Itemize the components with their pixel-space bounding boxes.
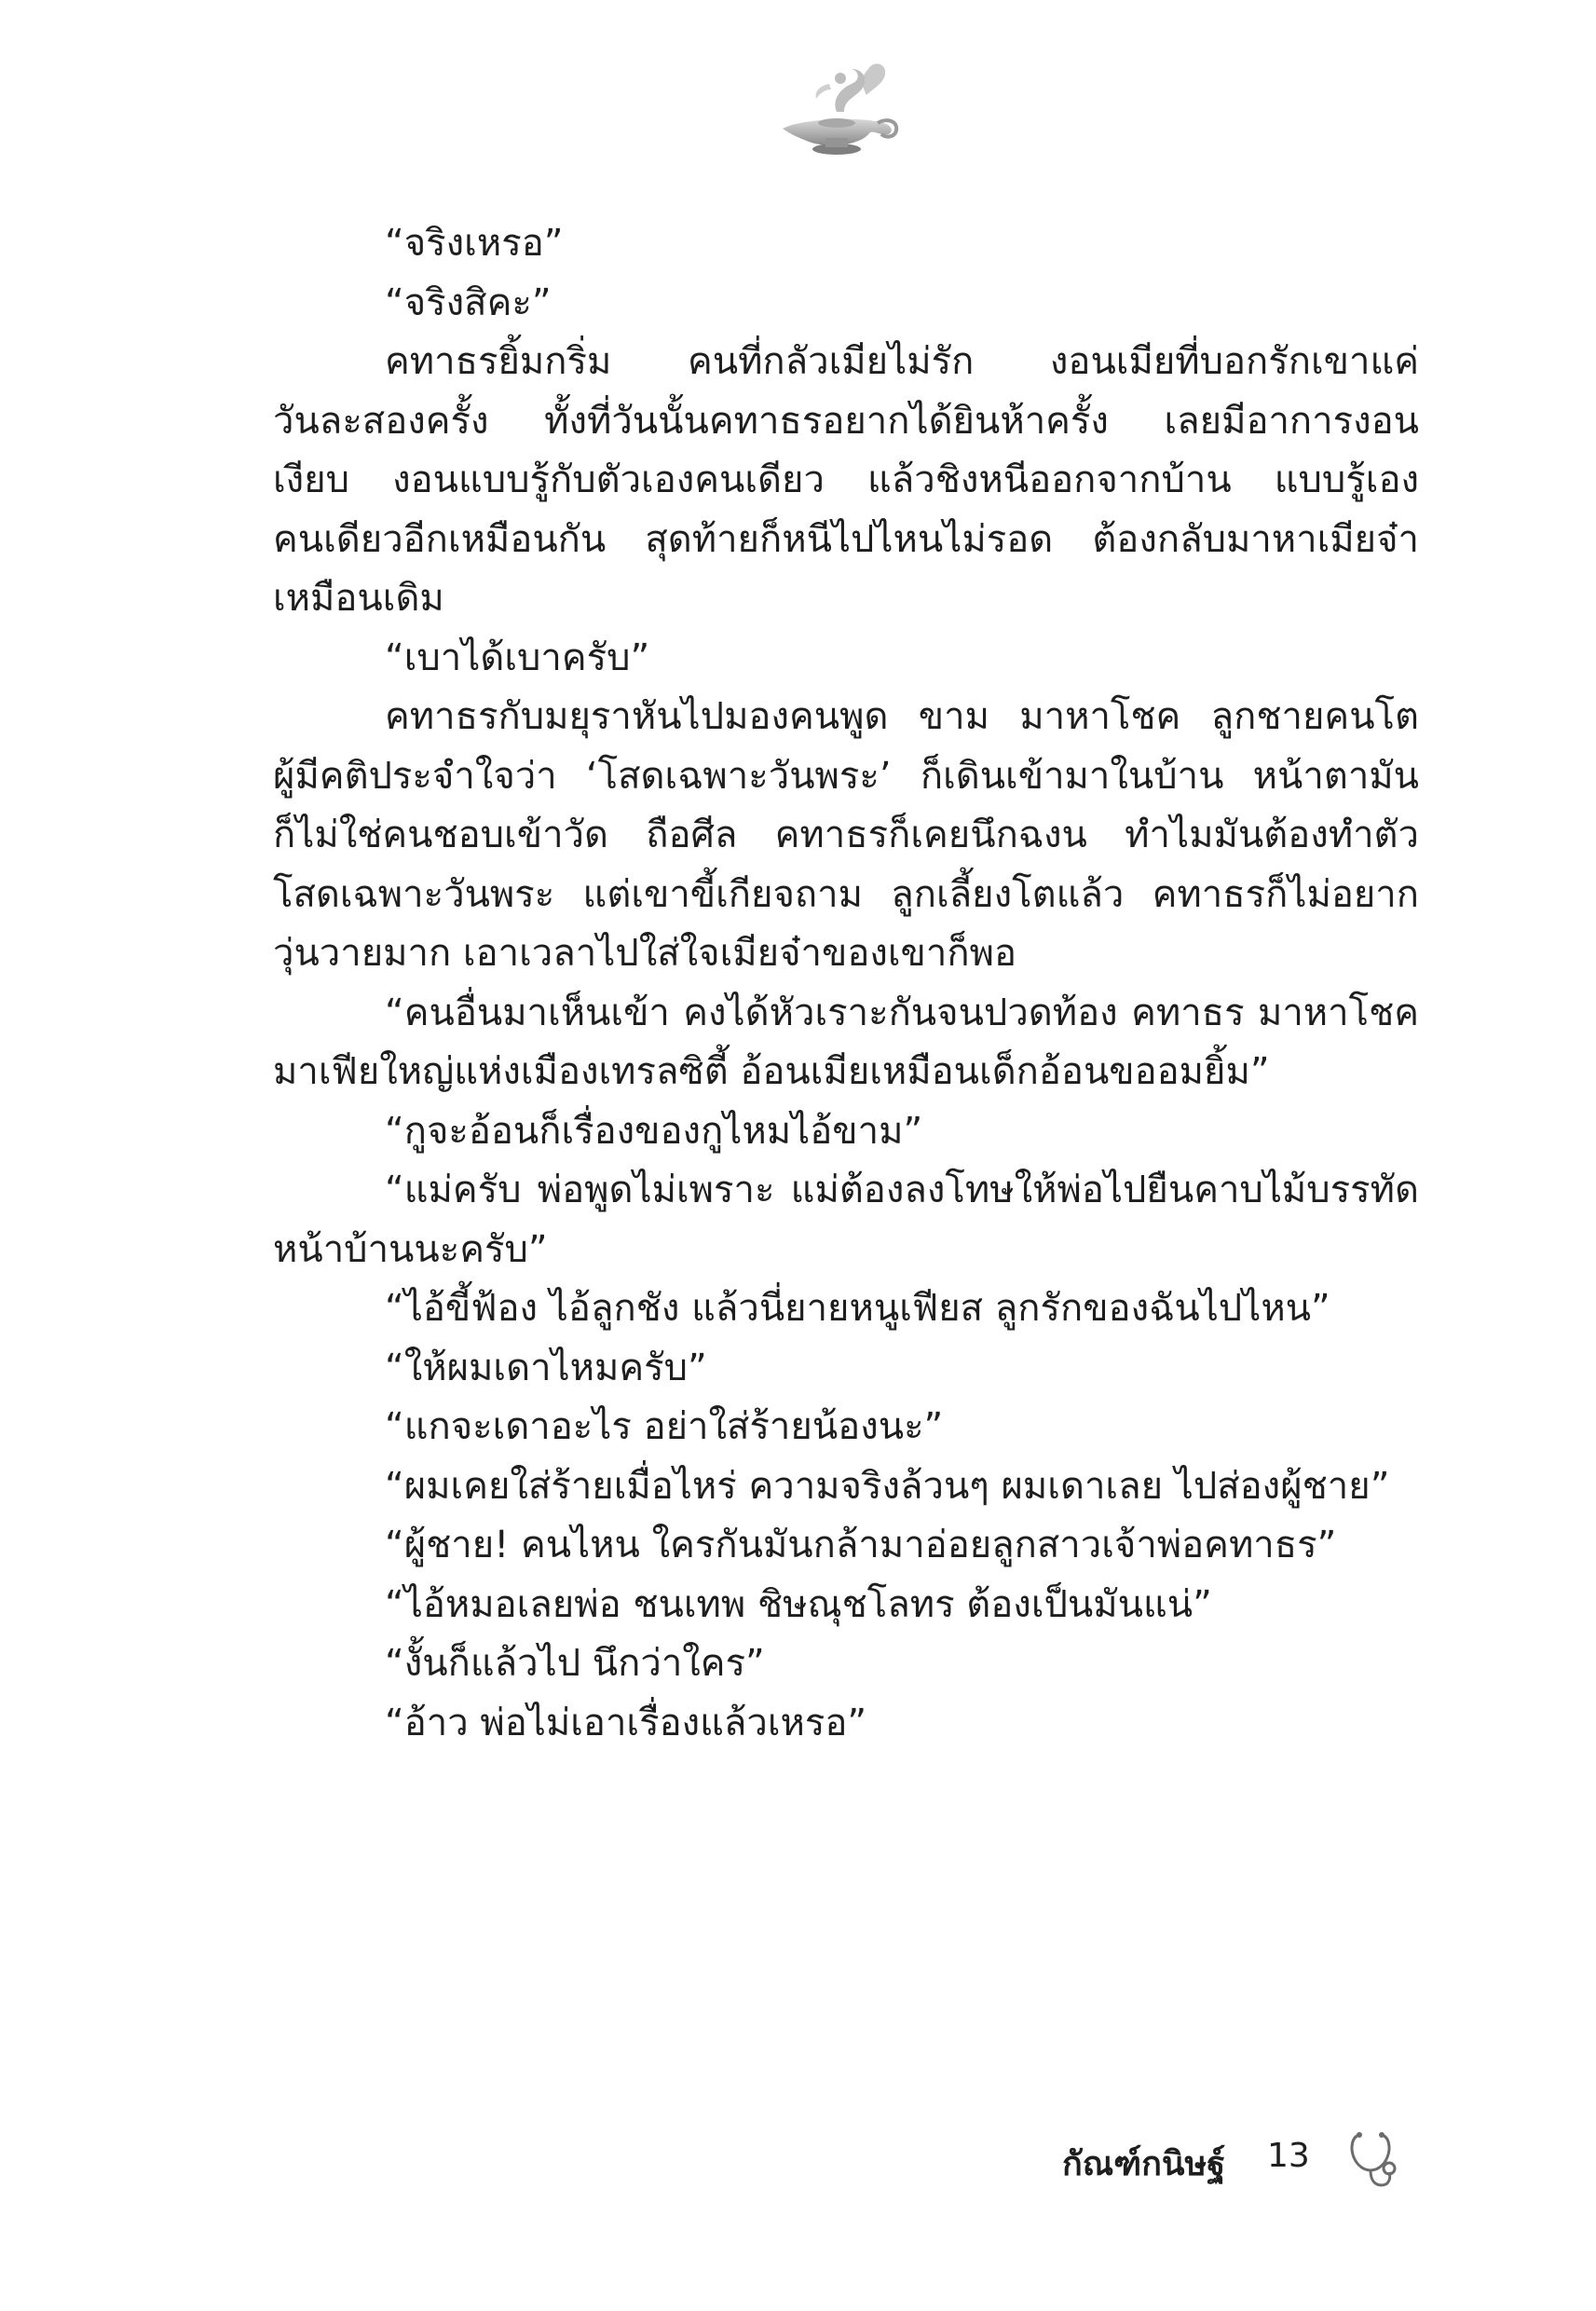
text-line: เหมือนเดิม — [273, 577, 444, 620]
text-line: เงียบ งอนแบบรู้กับตัวเองคนเดียว แล้วชิงหนีออกจากบ้าน แบบรู้เอง — [273, 458, 1419, 501]
text-line: ผู้มีคติประจำใจว่า ‘โสดเฉพาะวันพระ’ ก็เดินเข้ามาในบ้าน หน้าตามัน — [273, 754, 1419, 798]
page-footer — [1062, 2129, 1416, 2204]
dialog-paragraph — [273, 1516, 1419, 1576]
text-line: “ไอ้หมอเลยพ่อ ชนเทพ ชิษณุชโลทร ต้องเป็นมันแน่” — [385, 1582, 1212, 1626]
dialog-paragraph — [273, 274, 1419, 334]
narration-paragraph — [273, 688, 1419, 984]
dialog-paragraph — [273, 1576, 1419, 1635]
text-line: “งั้นก็แล้วไป นึกว่าใคร” — [385, 1642, 765, 1685]
dialog-paragraph — [273, 1102, 1419, 1162]
text-line: “ไอ้ขี้ฟ้อง ไอ้ลูกชัง แล้วนี่ยายหนูเฟียส ลูกรักของฉันไปไหน” — [385, 1287, 1330, 1330]
text-line: “จริงเหรอ” — [385, 222, 564, 265]
text-line: ก็ไม่ใช่คนชอบเข้าวัด ถือศีล คทาธรก็เคยนึกฉงน ทำไมมันต้องทำตัว — [273, 814, 1419, 856]
text-line: วุ่นวายมาก เอาเวลาไปใส่ใจเมียจ๋าของเขาก็พอ — [273, 932, 1016, 975]
text-line: “ผู้ชาย! คนไหน ใครกันมันกล้ามาอ่อยลูกสาวเจ้าพ่อคทาธร” — [385, 1524, 1337, 1566]
narration-paragraph — [273, 1161, 1419, 1279]
dialog-paragraph — [273, 1339, 1419, 1399]
author-name: กัณฑ์กนิษฐ์ — [1062, 2145, 1226, 2183]
text-line: วันละสองครั้ง ทั้งที่วันนั้นคทาธรอยากได้ยินห้าครั้ง เลยมีอาการงอน — [273, 399, 1419, 443]
page-number: 13 — [1267, 2137, 1310, 2175]
text-line: “อ้าว พ่อไม่เอาเรื่องแล้วเหรอ” — [385, 1701, 867, 1744]
text-line: “คนอื่นมาเห็นเข้า คงได้หัวเราะกันจนปวดท้อง คทาธร มาหาโชค — [385, 991, 1419, 1034]
story-text — [273, 214, 1419, 1753]
narration-paragraph — [273, 333, 1419, 629]
text-line: คทาธรกับมยุราหันไปมองคนพูด ขาม มาหาโชค ลูกชายคนโต — [385, 695, 1419, 738]
text-line: คทาธรยิ้มกริ่ม คนที่กลัวเมียไม่รัก งอนเมียที่บอกรักเขาแค่ — [385, 340, 1419, 383]
text-line: หน้าบ้านนะครับ” — [273, 1227, 548, 1271]
text-line: คนเดียวอีกเหมือนกัน สุดท้ายก็หนีไปไหนไม่รอด ต้องกลับมาหาเมียจ๋า — [273, 517, 1419, 561]
genie-lamp-icon — [764, 56, 904, 168]
dialog-paragraph — [273, 629, 1419, 689]
dialog-paragraph — [273, 1634, 1419, 1694]
dialog-paragraph — [273, 1279, 1419, 1339]
text-line: “แม่ครับ พ่อพูดไม่เพราะ แม่ต้องลงโทษให้พ่อไปยืนคาบไม้บรรทัด — [385, 1169, 1419, 1211]
text-line: “ให้ผมเดาไหมครับ” — [385, 1346, 707, 1389]
text-line: “แกจะเดาอะไร อย่าใส่ร้ายน้องนะ” — [385, 1405, 944, 1448]
text-line: “กูจะอ้อนก็เรื่องของกูไหมไอ้ขาม” — [385, 1109, 923, 1153]
narration-paragraph — [273, 984, 1419, 1102]
text-line: โสดเฉพาะวันพระ แต่เขาขี้เกียจถาม ลูกเลี้ยงโตแล้ว คทาธรก็ไม่อยาก — [273, 872, 1419, 916]
text-line: “ผมเคยใส่ร้ายเมื่อไหร่ ความจริงล้วนๆ ผมเดาเลย ไปส่องผู้ชาย” — [385, 1464, 1390, 1508]
dialog-paragraph — [273, 214, 1419, 274]
dialog-paragraph — [273, 1694, 1419, 1754]
stethoscope-icon — [1346, 2129, 1402, 2195]
text-line: “จริงสิคะ” — [385, 280, 552, 324]
text-line: มาเฟียใหญ่แห่งเมืองเทรลซิตี้ อ้อนเมียเหมือนเด็กอ้อนขออมยิ้ม” — [273, 1050, 1270, 1093]
dialog-paragraph — [273, 1457, 1419, 1517]
text-line: “เบาได้เบาครับ” — [385, 636, 650, 679]
dialog-paragraph — [273, 1398, 1419, 1457]
